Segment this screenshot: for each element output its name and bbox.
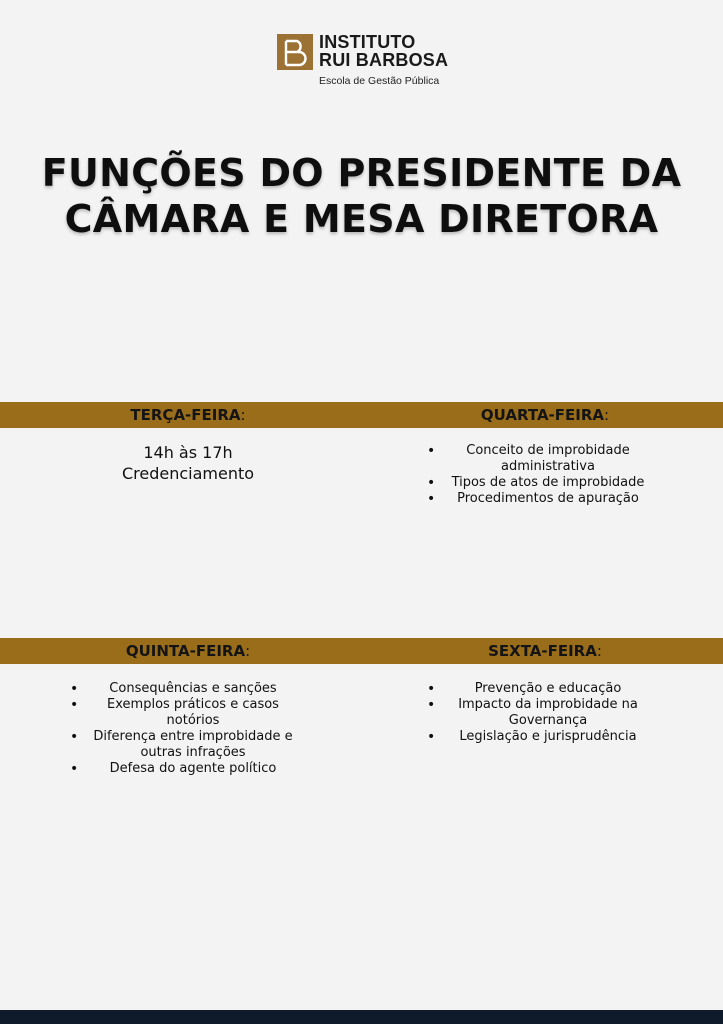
tuesday-time: 14h às 17h bbox=[143, 443, 233, 462]
list-item: • Conceito de improbidade administrativa bbox=[427, 443, 655, 475]
list-item: • Legislação e jurisprudência bbox=[427, 729, 655, 745]
list-item: • Impacto da improbidade na Governança bbox=[427, 697, 655, 729]
list-item: • Prevenção e educação bbox=[427, 681, 655, 697]
list-item: • Consequências e sanções bbox=[70, 681, 302, 697]
wednesday-label: QUARTA-FEIRA bbox=[480, 406, 605, 424]
tuesday-activity: Credenciamento bbox=[121, 464, 255, 483]
wednesday-header bbox=[395, 402, 695, 428]
list-item: • Diferença entre improbidade e outras infrações bbox=[70, 729, 302, 761]
tuesday-colon: : bbox=[240, 406, 246, 424]
thursday-header bbox=[38, 638, 338, 664]
page-title-line2: CÂMARA E MESA DIRETORA bbox=[64, 197, 659, 241]
wednesday-topics bbox=[427, 443, 655, 507]
logo-name-line2: RUI BARBOSA bbox=[319, 50, 449, 70]
tuesday-content bbox=[38, 442, 338, 484]
day-header-band-bottom bbox=[0, 638, 723, 664]
logo-name-line1: INSTITUTO bbox=[319, 32, 416, 52]
wednesday-colon: : bbox=[604, 406, 610, 424]
list-item: • Tipos de atos de improbidade bbox=[427, 475, 655, 491]
thursday-label: QUINTA-FEIRA bbox=[125, 642, 246, 660]
page-title bbox=[0, 150, 723, 242]
list-item: • Exemplos práticos e casos notórios bbox=[70, 697, 302, 729]
institute-logo bbox=[277, 33, 457, 89]
page-title-line1: FUNÇÕES DO PRESIDENTE DA bbox=[41, 151, 682, 195]
logo-name bbox=[319, 33, 448, 69]
tuesday-header bbox=[38, 402, 338, 428]
day-header-band-top bbox=[0, 402, 723, 428]
thursday-colon: : bbox=[245, 642, 251, 660]
logo-b-icon bbox=[277, 34, 313, 70]
tuesday-label: TERÇA-FEIRA bbox=[130, 406, 241, 424]
friday-topics bbox=[427, 681, 655, 745]
list-item: • Procedimentos de apuração bbox=[427, 491, 655, 507]
friday-colon: : bbox=[596, 642, 602, 660]
friday-label: SEXTA-FEIRA bbox=[488, 642, 597, 660]
friday-header bbox=[395, 638, 695, 664]
thursday-topics bbox=[70, 681, 302, 777]
logo-subtitle: Escola de Gestão Pública bbox=[319, 75, 440, 87]
footer-bar bbox=[0, 1010, 723, 1024]
list-item: • Defesa do agente político bbox=[70, 761, 302, 777]
